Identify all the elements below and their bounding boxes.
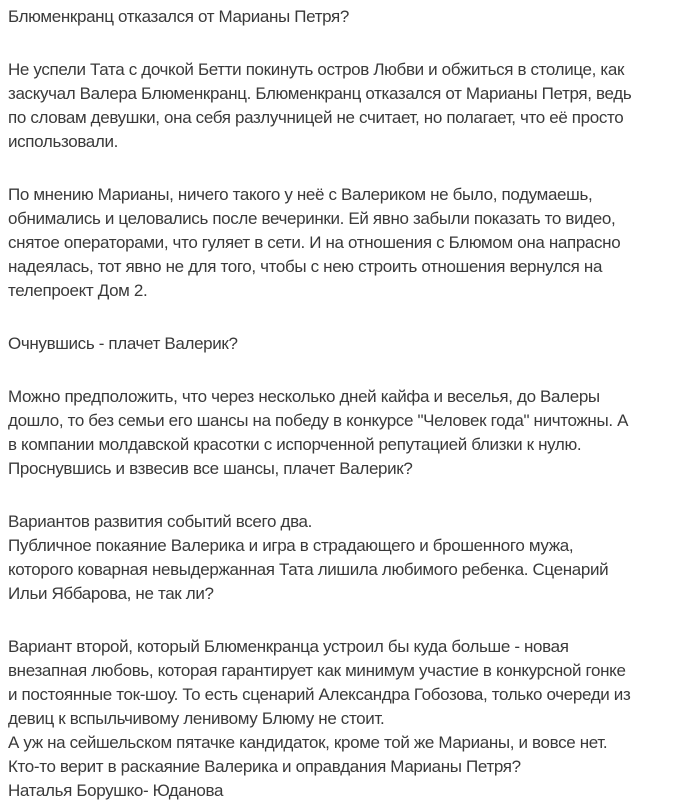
text-line: Публичное покаяние Валерика и игра в страдающего и брошенного мужа, (8, 536, 574, 555)
text-line: и постоянные ток-шоу. То есть сценарий Александра Гобозова, только очереди из (8, 685, 631, 704)
text-line: телепроект Дом 2. (8, 281, 148, 300)
text-line: Кто-то верит в раскаяние Валерика и оправдания Марианы Петря? (8, 757, 521, 776)
text-line: внезапная любовь, которая гарантирует как минимум участие в конкурсной гонке (8, 661, 626, 680)
text-line: Ильи Яббарова, не так ли? (8, 584, 214, 603)
text-line: А уж на сейшельском пятачке кандидаток, кроме той же Марианы, и вовсе нет. (8, 733, 608, 752)
text-line: использовали. (8, 132, 119, 151)
text-line: Проснувшись и взвесив все шансы, плачет Валерик? (8, 459, 413, 478)
text-line: Не успели Тата с дочкой Бетти покинуть остров Любви и обжиться в столице, как (8, 60, 625, 79)
subheading (8, 332, 693, 356)
scenario-two-paragraph (8, 635, 693, 803)
text-line: девиц к вспыльчивому ленивому Блюму не стоит. (8, 709, 385, 728)
article-title (8, 5, 693, 29)
text-line: которого коварная невыдержанная Тата лишила любимого ребенка. Сценарий (8, 560, 609, 579)
text-line: Блюменкранц отказался от Марианы Петря? (8, 7, 350, 26)
text-line: в компании молдавской красотки с испорченной репутацией близки к нулю. (8, 435, 582, 454)
text-line: заскучал Валера Блюменкранц. Блюменкранц отказался от Марианы Петря, ведь (8, 84, 632, 103)
intro-paragraph (8, 58, 693, 154)
text-line: Вариант второй, который Блюменкранца устроил бы куда больше - новая (8, 637, 569, 656)
text-line: дошло, то без семьи его шансы на победу в конкурсе "Человек года" ничтожны. А (8, 411, 629, 430)
text-line: По мнению Марианы, ничего такого у неё с Валериком не было, подумаешь, (8, 185, 593, 204)
text-line: надеялась, тот явно не для того, чтобы с нею строить отношения вернулся на (8, 257, 603, 276)
text-line: по словам девушки, она себя разлучницей не считает, но полагает, что её просто (8, 108, 624, 127)
scenario-one-paragraph (8, 510, 693, 606)
mariana-opinion-paragraph (8, 183, 693, 303)
text-line: Очнувшись - плачет Валерик? (8, 334, 238, 353)
text-line: Можно предположить, что через несколько дней кайфа и веселья, до Валеры (8, 387, 600, 406)
text-line: снятое операторами, что гуляет в сети. И на отношения с Блюмом она напрасно (8, 233, 621, 252)
valera-chances-paragraph (8, 385, 693, 481)
text-line: Вариантов развития событий всего два. (8, 512, 313, 531)
text-line: обнимались и целовались после вечеринки. Ей явно забыли показать то видео, (8, 209, 616, 228)
text-line: Наталья Борушко- Юданова (8, 781, 224, 800)
